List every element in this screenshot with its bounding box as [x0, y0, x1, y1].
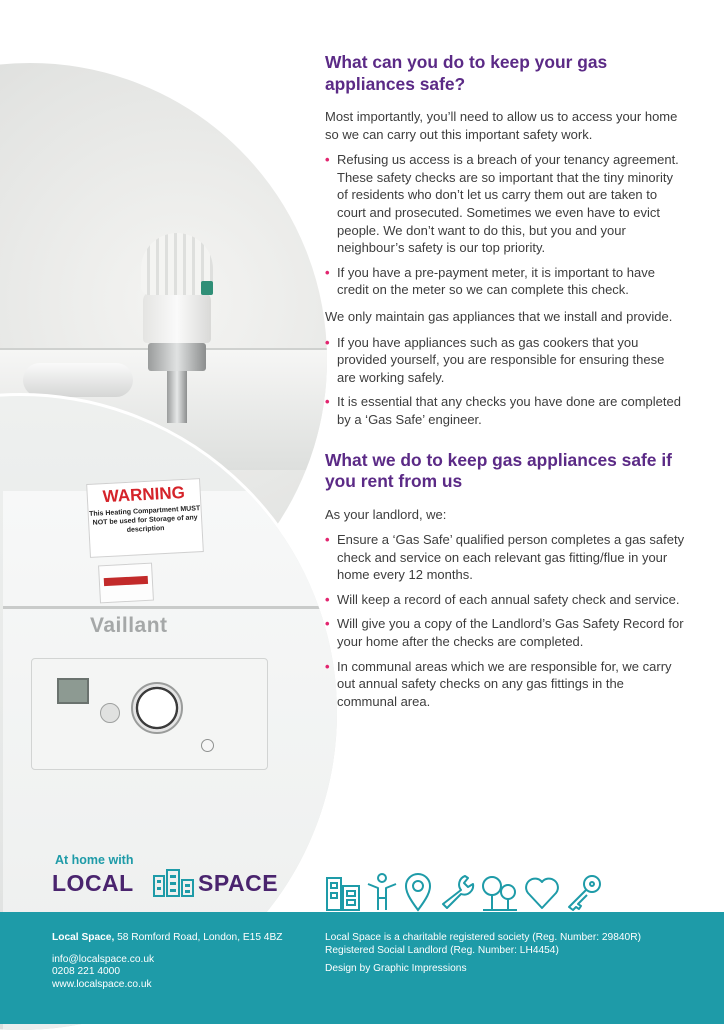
warning-text: This Heating Compartment MUST NOT be used for Storage of any description: [88, 505, 201, 534]
logo-word-local: LOCAL: [52, 870, 134, 896]
valve-nut: [148, 343, 206, 371]
footer-org-name: Local Space,: [52, 932, 115, 943]
buildings-icon: [325, 872, 363, 912]
trees-icon: [479, 872, 519, 912]
heart-icon: [523, 872, 561, 912]
local-space-logo: [52, 853, 292, 901]
warning-title: WARNING: [102, 482, 186, 507]
section1-intro: Most importantly, you’ll need to allow us to access your home so we can carry out this important safety work.: [325, 109, 678, 142]
footer-email-link[interactable]: info@localspace.co.uk: [52, 953, 155, 965]
warning-sticker: [86, 478, 204, 558]
boiler-display: [57, 678, 89, 704]
wrench-icon: [439, 872, 477, 912]
logo-word-space: SPACE: [198, 870, 279, 896]
power-button-icon: [201, 739, 214, 752]
list-item: • Ensure a ‘Gas Safe’ qualified person completes a gas safety check and service on each relevant gas fitting/flue in your home every 12 months.: [325, 531, 685, 584]
section1-heading: What can you do to keep your gas appliances safe?: [325, 52, 608, 94]
list-item: • It is essential that any checks you have done are completed by a ‘Gas Safe’ engineer.: [325, 393, 685, 428]
person-icon: [365, 872, 399, 912]
list-item: • Refusing us access is a breach of your tenancy agreement. These safety checks are so important that the tiny minority of residents who don’t let us carry them out are taken to court and prosecuted. Sometimes we even have to evict people. We don’t want to do this, but you and your neighbour’s safety is our top priority.: [325, 151, 685, 257]
section2-list: [325, 531, 685, 710]
footer-address: 58 Romford Road, London, E15 4BZ: [114, 932, 283, 943]
footer-legal: [325, 932, 705, 976]
key-icon: [565, 872, 605, 912]
radiator-pipe: [23, 363, 133, 397]
footer-charity-info: Local Space is a charitable registered society (Reg. Number: 29840R): [325, 932, 641, 943]
section2-intro: As your landlord, we:: [325, 506, 447, 522]
valve-body: [143, 291, 211, 343]
valve-stem: [167, 368, 187, 423]
list-item: • In communal areas which we are responsible for, we carry out annual safety checks on any gas fittings in the communal area.: [325, 658, 685, 711]
footer-contact: [52, 932, 312, 991]
service-sticker: [98, 563, 154, 604]
boiler-seam: [3, 606, 340, 609]
footer-landlord-info: Registered Social Landlord (Reg. Number: LH4454): [325, 944, 559, 956]
footer-design-credit: Design by Graphic Impressions: [325, 963, 467, 975]
list-item: • Will keep a record of each annual safety check and service.: [325, 591, 685, 609]
section2-heading: What we do to keep gas appliances safe if you rent from us: [325, 449, 672, 491]
list-item: • If you have a pre-payment meter, it is important to have credit on the meter so we can complete this check.: [325, 264, 685, 299]
list-item: • Will give you a copy of the Landlord’s Gas Safety Record for your home after the checks are completed.: [325, 615, 685, 650]
logo-tagline: At home with: [55, 853, 134, 867]
section1-list: [325, 151, 685, 299]
photo-collage: [0, 0, 320, 840]
values-icon-row: [325, 872, 615, 916]
list-item: • If you have appliances such as gas cookers that you provided yourself, you are responsible for ensuring these are working safely.: [325, 334, 685, 387]
map-pin-icon: [401, 872, 435, 912]
valve-number-badge: [201, 281, 213, 295]
section1-list-2: [325, 334, 685, 429]
main-content: [325, 52, 685, 717]
boiler-knob: [100, 703, 120, 723]
timer-dial: [131, 682, 183, 734]
footer-website-link[interactable]: www.localspace.co.uk: [52, 978, 152, 990]
boiler-brand: Vaillant: [90, 614, 168, 637]
footer-phone: 0208 221 4000: [52, 966, 120, 978]
footer: [0, 912, 724, 1024]
section1-paragraph: We only maintain gas appliances that we install and provide.: [325, 308, 673, 324]
logo-buildings-icon: [152, 868, 196, 898]
